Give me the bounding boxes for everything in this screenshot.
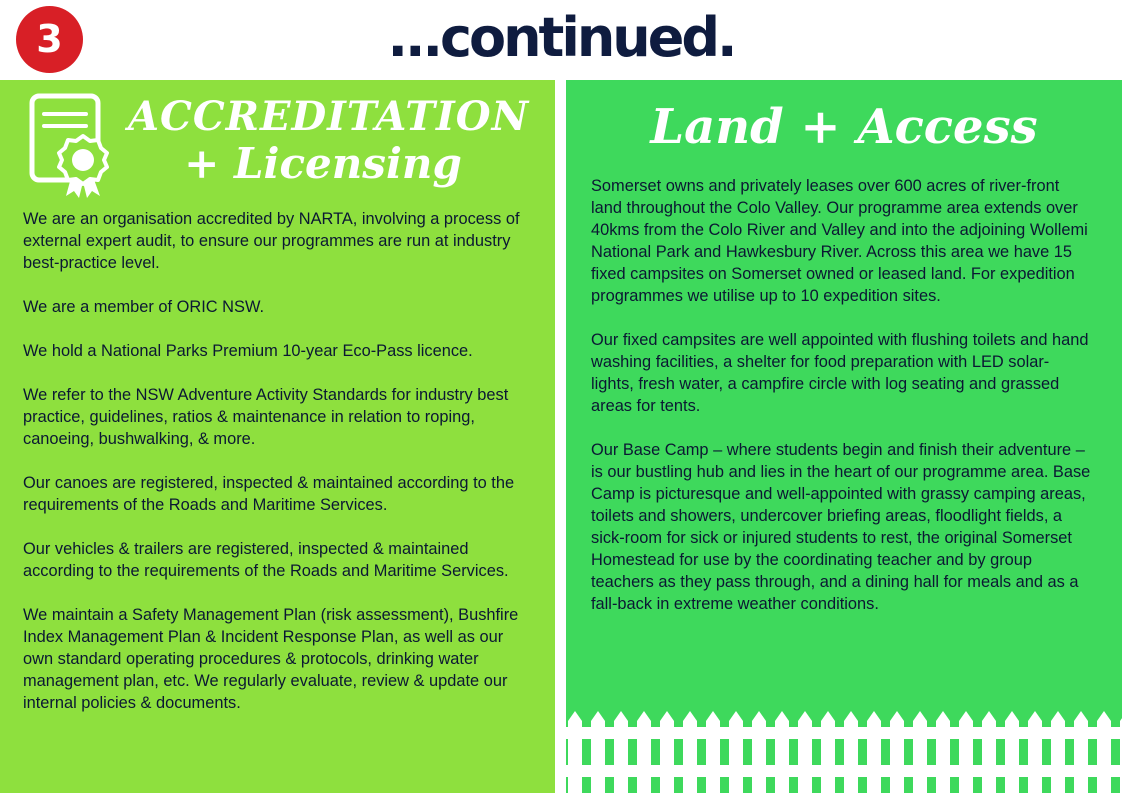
land-access-panel	[566, 80, 1122, 793]
panel-divider	[555, 80, 566, 793]
fence-picket	[568, 711, 582, 793]
land-access-body	[591, 175, 1091, 637]
land-access-paragraph: Our fixed campsites are well appointed with flushing toilets and hand washing facilities, a shelter for food preparation with LED solar-lights, fresh water, a campfire circle with log seating and grassed areas for tents.	[591, 331, 1089, 415]
accreditation-paragraph: We maintain a Safety Management Plan (risk assessment), Bushfire Index Management Plan & Incident Response Plan, as well as our own standard operating procedures & protocols, drinking water management plan, etc. We regularly evaluate, review & update our internal policies & documents.	[23, 606, 519, 712]
picket-fence-icon	[566, 711, 1122, 793]
fence-picket	[614, 711, 628, 793]
accreditation-paragraph: We refer to the NSW Adventure Activity Standards for industry best practice, guidelines, ratios & maintenance in relation to roping, canoeing, bushwalking, & more.	[23, 386, 509, 448]
accreditation-heading-line2: + Licensing	[184, 139, 462, 188]
page-title: ...continued.	[387, 6, 735, 69]
accreditation-paragraph: Our canoes are registered, inspected & maintained according to the requirements of the Roads and Maritime Services.	[23, 474, 515, 514]
fence-picket	[1005, 711, 1019, 793]
fence-picket	[637, 711, 651, 793]
accreditation-heading-line1: ACCREDITATION	[128, 93, 530, 140]
fence-picket	[1097, 711, 1111, 793]
fence-picket	[752, 711, 766, 793]
land-access-paragraph: Our Base Camp – where students begin and finish their adventure – is our bustling hub and lies in the heart of our programme area. Base Camp is picturesque and well-appointed with grassy camping areas, toilets and showers, undercover briefing areas, floodlight fields, a sick-room for sick or injured students to rest, the original Somerset Homestead for use by the coordinating teacher and by group teachers as they pass through, and a dining hall for meals and as a fall-back in extreme weather conditions.	[591, 441, 1091, 613]
land-access-paragraph: Somerset owns and privately leases over 600 acres of river-front land throughout the Colo Valley. Our programme area extends over 40kms from the Colo River and Valley and into the adjoining Wollemi National Park and Hawkesbury River. Across this area we have 15 fixed campsites on Somerset owned or leased land. For expedition programmes we utilise up to 10 expedition sites.	[591, 177, 1088, 305]
accreditation-heading	[128, 93, 530, 188]
fence-picket	[660, 711, 674, 793]
accreditation-paragraph: We are a member of ORIC NSW.	[23, 298, 265, 316]
fence-picket	[890, 711, 904, 793]
fence-picket	[821, 711, 835, 793]
accreditation-paragraph: We hold a National Parks Premium 10-year Eco-Pass licence.	[23, 342, 473, 360]
page-header	[0, 0, 1122, 80]
accreditation-paragraph: Our vehicles & trailers are registered, inspected & maintained according to the requirements of the Roads and Maritime Services.	[23, 540, 509, 580]
fence-picket	[867, 711, 881, 793]
accreditation-panel	[0, 80, 555, 793]
certificate-icon	[28, 92, 118, 204]
accreditation-body	[23, 208, 533, 736]
fence-picket	[844, 711, 858, 793]
fence-picket	[1051, 711, 1065, 793]
fence-picket	[683, 711, 697, 793]
fence-picket	[798, 711, 812, 793]
accreditation-paragraph: We are an organisation accredited by NARTA, involving a process of external expert audit, to ensure our programmes are run at industry best-practice level.	[23, 210, 520, 272]
land-access-heading: Land + Access	[650, 99, 1038, 155]
fence-picket	[913, 711, 927, 793]
fence-picket	[729, 711, 743, 793]
fence-picket	[706, 711, 720, 793]
fence-picket	[959, 711, 973, 793]
fence-picket	[775, 711, 789, 793]
fence-picket	[982, 711, 996, 793]
fence-picket	[591, 711, 605, 793]
page-number-badge: 3	[16, 6, 83, 73]
fence-picket	[1074, 711, 1088, 793]
fence-picket	[1028, 711, 1042, 793]
fence-picket	[936, 711, 950, 793]
